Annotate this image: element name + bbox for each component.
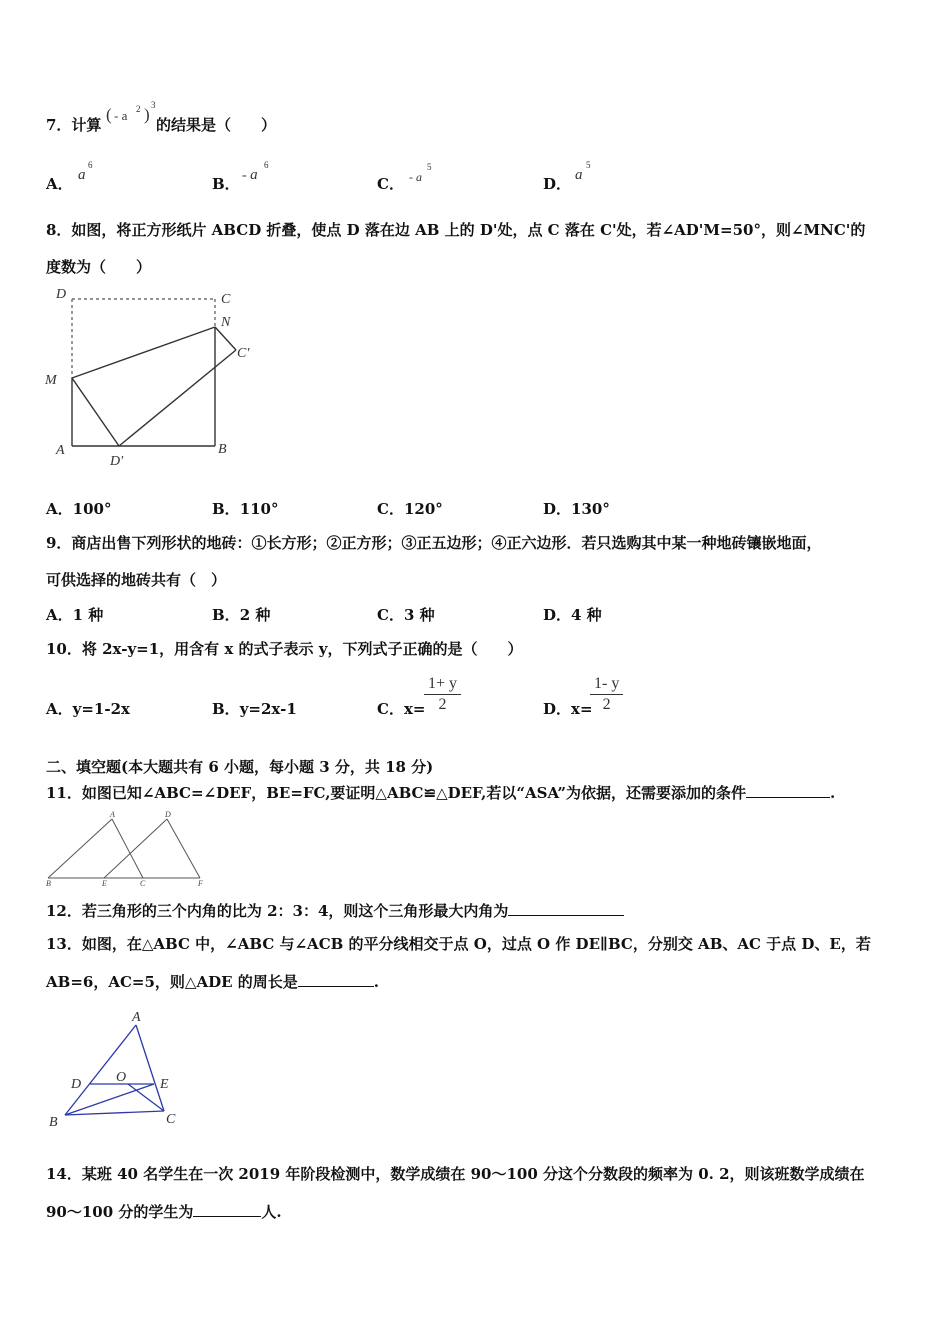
q13-label-d: D [71, 1077, 82, 1092]
q8-line2: 度数为（ ） [46, 258, 152, 276]
q8-option-c[interactable]: C．120° [377, 500, 443, 518]
q10-option-c[interactable]: C．x= [377, 700, 426, 718]
q8-label-c: C [221, 292, 231, 307]
q9-line1: 9．商店出售下列形状的地砖：①长方形；②正方形；③正五边形；④正六边形．若只选购其中某一种地砖镶嵌地面， [46, 534, 822, 552]
q8-label-n: N [221, 315, 231, 330]
q7-expression: ( - a 2 ) 3 [106, 100, 156, 124]
q10-option-d[interactable]: D．x= [543, 700, 593, 718]
q7-option-c-math: - a 5 [409, 162, 432, 184]
q7-expr-base: - a [114, 108, 128, 123]
q13-line2: AB=6，AC=5，则△ADE 的周长是 . [46, 973, 379, 991]
q8-label-a: A [56, 443, 65, 458]
q9-option-a[interactable]: A．1 种 [46, 606, 104, 624]
q7-option-b[interactable]: B． [212, 175, 240, 193]
q10-option-b[interactable]: B．y=2x-1 [212, 700, 297, 718]
q7-inner-exp: 2 [136, 104, 141, 114]
q11-label-d: D [165, 810, 171, 819]
q7-option-b-math: - a 6 [242, 160, 269, 183]
q7-outer-exp: 3 [151, 100, 156, 110]
q8-option-d[interactable]: D．130° [543, 500, 610, 518]
q7-suffix: 的结果是（ ） [156, 116, 277, 134]
q11-answer-blank[interactable] [746, 783, 830, 798]
q11-label-a: A [110, 810, 115, 819]
q10-option-d-fraction: $\frac{1- y}{2}$ [590, 674, 623, 715]
q7-option-d[interactable]: D． [543, 175, 572, 193]
question-12: 12．若三角形的三个内角的比为 2：3：4，则这个三角形最大内角为 [46, 901, 624, 920]
q8-label-d-prime: D′ [110, 454, 124, 469]
q13-label-b: B [49, 1115, 58, 1130]
q7-option-a-math: a 6 [78, 160, 93, 183]
q7-option-c[interactable]: C． [377, 175, 404, 193]
q14-line2: 90～100 分的学生为 人. [46, 1203, 282, 1221]
q9-line2: 可供选择的地砖共有（ ） [46, 571, 227, 589]
q11-label-e: E [102, 879, 107, 888]
q13-label-o: O [116, 1070, 127, 1085]
q10-option-c-fraction: $\frac{1+ y}{2}$ [424, 674, 461, 715]
q8-label-d: D [56, 287, 67, 302]
q8-label-m: M [45, 373, 57, 388]
q11-text: 11．如图已知∠ABC=∠DEF，BE=FC,要证明△ABC≌△DEF,若以“ASA”为依据，还需要添加的条件 . [46, 784, 836, 802]
q8-option-b[interactable]: B．110° [212, 500, 279, 518]
q13-figure [40, 1005, 190, 1135]
q10-line1: 10．将 2x-y=1，用含有 x 的式子表示 y，下列式子正确的是（ ） [46, 640, 523, 658]
q8-figure [40, 282, 270, 472]
q13-line1: 13．如图，在△ABC 中，∠ABC 与∠ACB 的平分线相交于点 O，过点 O 作 DE∥BC，分别交 AB、AC 于点 D、E，若 [46, 935, 871, 953]
q12-answer-blank[interactable] [508, 901, 624, 916]
q11-figure [40, 806, 215, 890]
q13-answer-blank[interactable] [298, 972, 374, 987]
q8-label-c-prime: C′ [237, 346, 250, 361]
q13-label-e: E [160, 1077, 169, 1092]
q11-label-c: C [140, 879, 146, 888]
section-2-title: 二、填空题(本大题共有 6 小题，每小题 3 分，共 18 分) [46, 758, 434, 776]
q7-option-a[interactable]: A． [46, 175, 73, 193]
q11-label-f: F [198, 879, 203, 888]
q7-option-d-math: a 5 [575, 160, 591, 183]
q9-option-b[interactable]: B．2 种 [212, 606, 271, 624]
q7-prefix: 7．计算 [46, 116, 102, 134]
q8-line1: 8．如图，将正方形纸片 ABCD 折叠，使点 D 落在边 AB 上的 D'处，点 C 落在 C'处，若∠AD'M=50°，则∠MNC'的 [46, 221, 866, 239]
q8-label-b: B [218, 442, 227, 457]
q9-option-c[interactable]: C．3 种 [377, 606, 435, 624]
q13-label-a: A [132, 1010, 141, 1025]
q8-option-a[interactable]: A．100° [46, 500, 112, 518]
q11-label-b: B [46, 879, 51, 888]
q14-line1: 14．某班 40 名学生在一次 2019 年阶段检测中，数学成绩在 90～100 分这个分数段的频率为 0. 2，则该班数学成绩在 [46, 1165, 865, 1183]
q9-option-d[interactable]: D．4 种 [543, 606, 602, 624]
q14-answer-blank[interactable] [193, 1202, 261, 1217]
q13-label-c: C [166, 1112, 176, 1127]
q10-option-a[interactable]: A．y=1-2x [46, 700, 130, 718]
